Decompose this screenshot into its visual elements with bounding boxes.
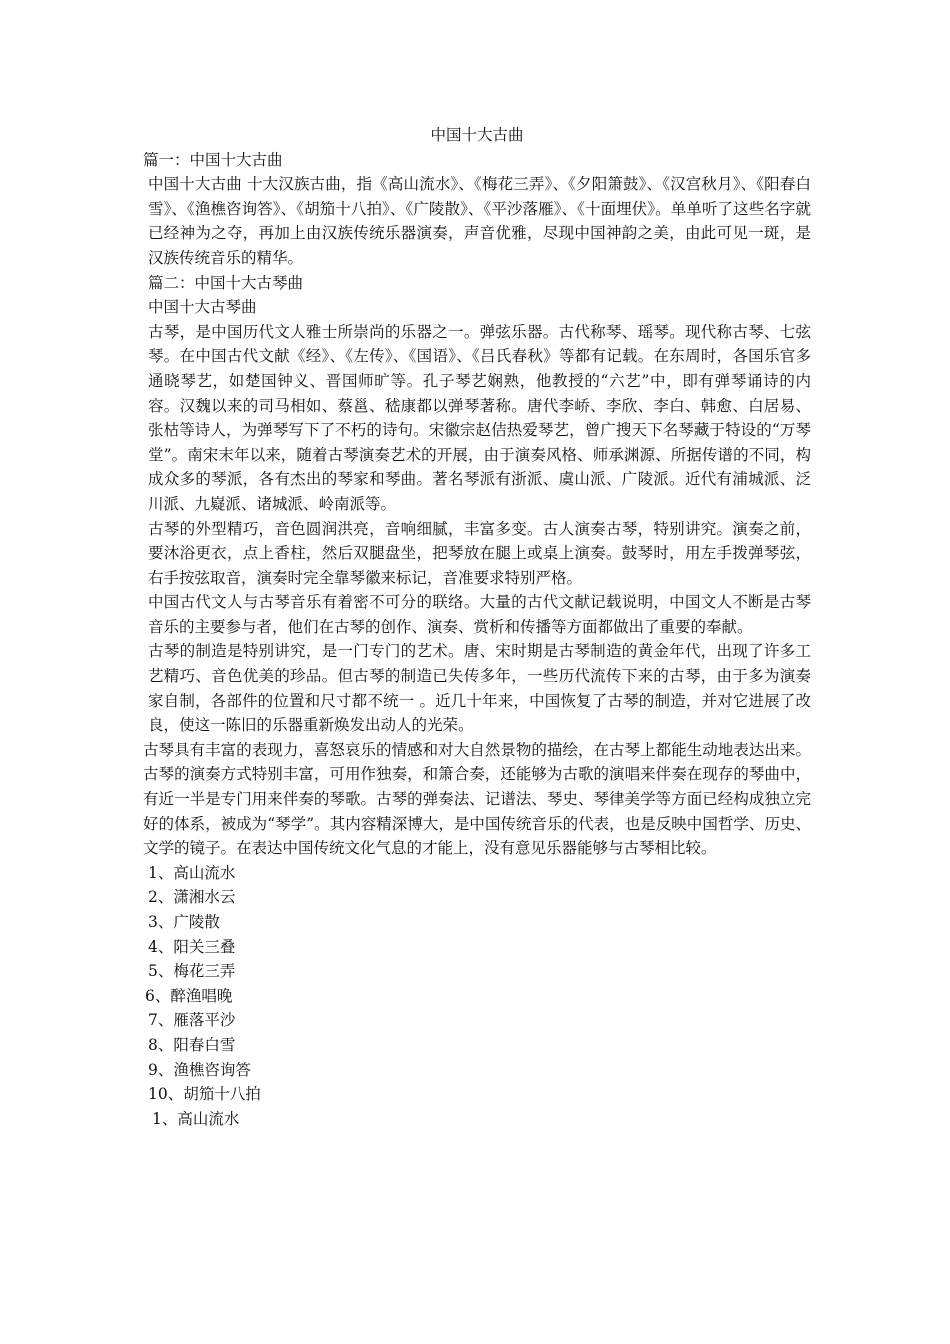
- document-title: 中国十大古曲: [430, 126, 524, 144]
- list-item: 1、高山流水: [152, 1109, 240, 1128]
- list-item: 5、梅花三弄: [148, 962, 236, 981]
- piece-list: [143, 861, 811, 1132]
- document-body: [143, 123, 811, 1131]
- list-item: 6、醉渔唱晚: [145, 986, 233, 1005]
- list-item: 7、雁落平沙: [148, 1011, 236, 1030]
- list-item: 3、广陵散: [148, 913, 220, 931]
- list-item: 10、胡笳十八拍: [148, 1085, 261, 1104]
- section-heading-1: 篇一：中国十大古曲: [143, 150, 283, 169]
- paragraph: 古琴具有丰富的表现力，喜怒哀乐的情感和对大自然景物的描绘，在古琴上都能生动地表达出来。古琴的演奏方式特别丰富，可用作独奏，和箫合奏，还能够为古歌的演唱来伴奏在现存的琴曲中，有近一半是专门用来伴奏的琴歌。古琴的弹奏法、记谱法、琴史、琴律美学等方面已经构成独立完好的体系，被成为“琴学”。其内容精深博大，是中国传统音乐的代表，也是反映中国哲学、历史、文学的镜子。在表达中国传统文化气息的才能上，没有意见乐器能够与古琴相比较。: [143, 740, 811, 858]
- list-item: 9、渔樵咨询答: [148, 1060, 251, 1079]
- list-item: 4、阳关三叠: [148, 937, 236, 956]
- list-item: 8、阳春白雪: [148, 1035, 236, 1054]
- paragraph: 古琴，是中国历代文人雅士所崇尚的乐器之一。弹弦乐器。古代称琴、瑶琴。现代称古琴、七弦琴。在中国古代文献《经》、《左传》、《国语》、《吕氏春秋》等都有记载。在东周时，各国乐官多通晓琴艺，如楚国钟义、晋国师旷等。孔子琴艺娴熟，他教授的“六艺”中，即有弹琴诵诗的内容。汉魏以来的司马相如、蔡邕、嵇康都以弹琴著称。唐代李峤、李欣、李白、韩愈、白居易、张枯等诗人，为弹琴写下了不朽的诗句。宋徽宗赵佶热爱琴艺，曾广搜天下名琴藏于特设的“万琴堂”。南宋末年以来，随着古琴演奏艺术的开展，由于演奏风格、师承渊源、所据传谱的不同，构成众多的琴派，各有杰出的琴家和琴曲。著名琴派有浙派、虞山派、广陵派。近代有浦城派、泛川派、九嶷派、诸城派、岭南派等。: [148, 322, 811, 513]
- section-subheading: 中国十大古琴曲: [148, 298, 257, 317]
- section-1-paragraph: 中国十大古曲 十大汉族古曲，指《高山流水》、《梅花三弄》、《夕阳箫鼓》、《汉宫秋月》、《阳春白雪》、《渔樵咨询答》、《胡笳十八拍》、《广陵散》、《平沙落雁》、《十面埋伏》。单单听了这些名字就已经神为之夺，再加上由汉族传统乐器演奏，声音优雅，尽现中国神韵之美，由此可见一斑，是汉族传统音乐的精华。: [148, 175, 811, 267]
- list-item: 2、潇湘水云: [148, 888, 236, 907]
- paragraph: 中国古代文人与古琴音乐有着密不可分的联络。大量的古代文献记载说明，中国文人不断是古琴音乐的主要参与者，他们在古琴的创作、演奏、赏析和传播等方面都做出了重要的奉献。: [148, 593, 811, 636]
- paragraph: 古琴的制造是特别讲究，是一门专门的艺术。唐、宋时期是古琴制造的黄金年代，出现了许多工艺精巧、音色优美的珍品。但古琴的制造已失传多年，一些历代流传下来的古琴，由于多为演奏家自制，各部件的位置和尺寸都不统一 。近几十年来，中国恢复了古琴的制造，并对它进展了改良，使这一陈旧的乐器重新焕发出动人的光荣。: [148, 642, 811, 735]
- list-item: 1、高山流水: [148, 863, 236, 882]
- section-heading-2: 篇二：中国十大古琴曲: [148, 273, 304, 292]
- paragraph: 古琴的外型精巧，音色圆润洪亮，音响细腻，丰富多变。古人演奏古琴，特别讲究。演奏之前，要沐浴更衣，点上香柱，然后双腿盘坐，把琴放在腿上或桌上演奏。鼓琴时，用左手拨弹琴弦，右手按弦取音，演奏时完全靠琴徽来标记，音准要求特别严格。: [148, 519, 811, 587]
